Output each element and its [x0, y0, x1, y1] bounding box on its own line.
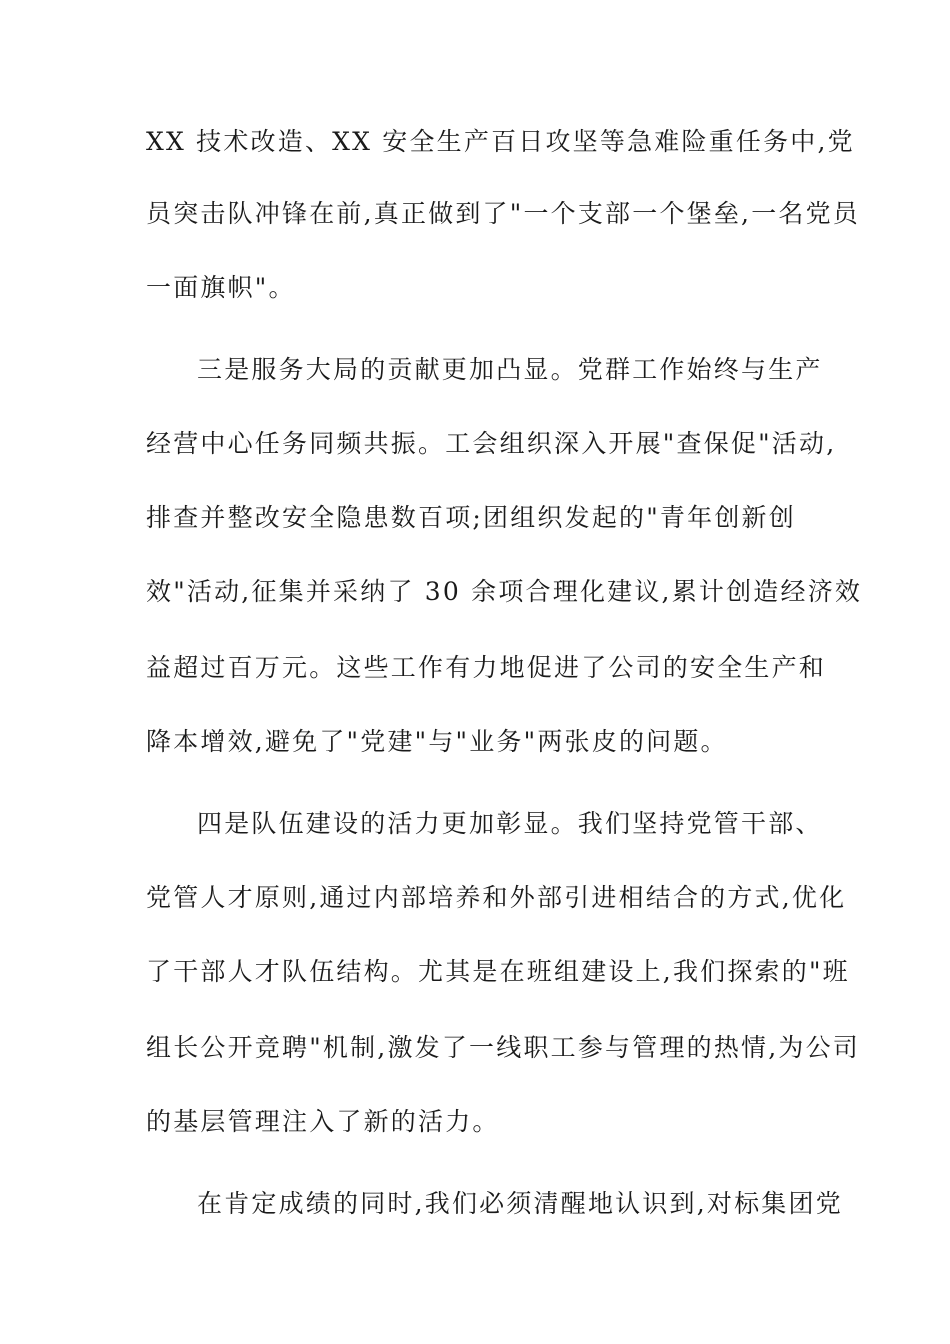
text-line: XX 技术改造、XX 安全生产百日攻坚等急难险重任务中,党: [146, 127, 855, 156]
paragraph-start-line: 在肯定成绩的同时,我们必须清醒地认识到,对标集团党: [197, 1189, 843, 1218]
text-line: 益超过百万元。这些工作有力地促进了公司的安全生产和: [146, 653, 827, 682]
text-line: 党管人才原则,通过内部培养和外部引进相结合的方式,优化: [146, 883, 847, 912]
text-line: 员突击队冲锋在前,真正做到了"一个支部一个堡垒,一名党员: [146, 199, 860, 228]
text-line: 了干部人才队伍结构。尤其是在班组建设上,我们探索的"班: [146, 957, 850, 986]
paragraph-start-line: 三是服务大局的贡献更加凸显。党群工作始终与生产: [197, 355, 823, 384]
text-line: 组长公开竞聘"机制,激发了一线职工参与管理的热情,为公司: [146, 1033, 860, 1062]
paragraph-start-line: 四是队伍建设的活力更加彰显。我们坚持党管干部、: [197, 809, 823, 838]
text-line: 的基层管理注入了新的活力。: [146, 1107, 500, 1136]
text-line: 一面旗帜"。: [146, 273, 296, 302]
text-line: 效"活动,征集并采纳了 30 余项合理化建议,累计创造经济效: [146, 577, 863, 606]
text-line: 排查并整改安全隐患数百项;团组织发起的"青年创新创: [146, 503, 796, 532]
text-line: 经营中心任务同频共振。工会组织深入开展"查保促"活动,: [146, 429, 837, 458]
text-line: 降本增效,避免了"党建"与"业务"两张皮的问题。: [146, 727, 728, 756]
